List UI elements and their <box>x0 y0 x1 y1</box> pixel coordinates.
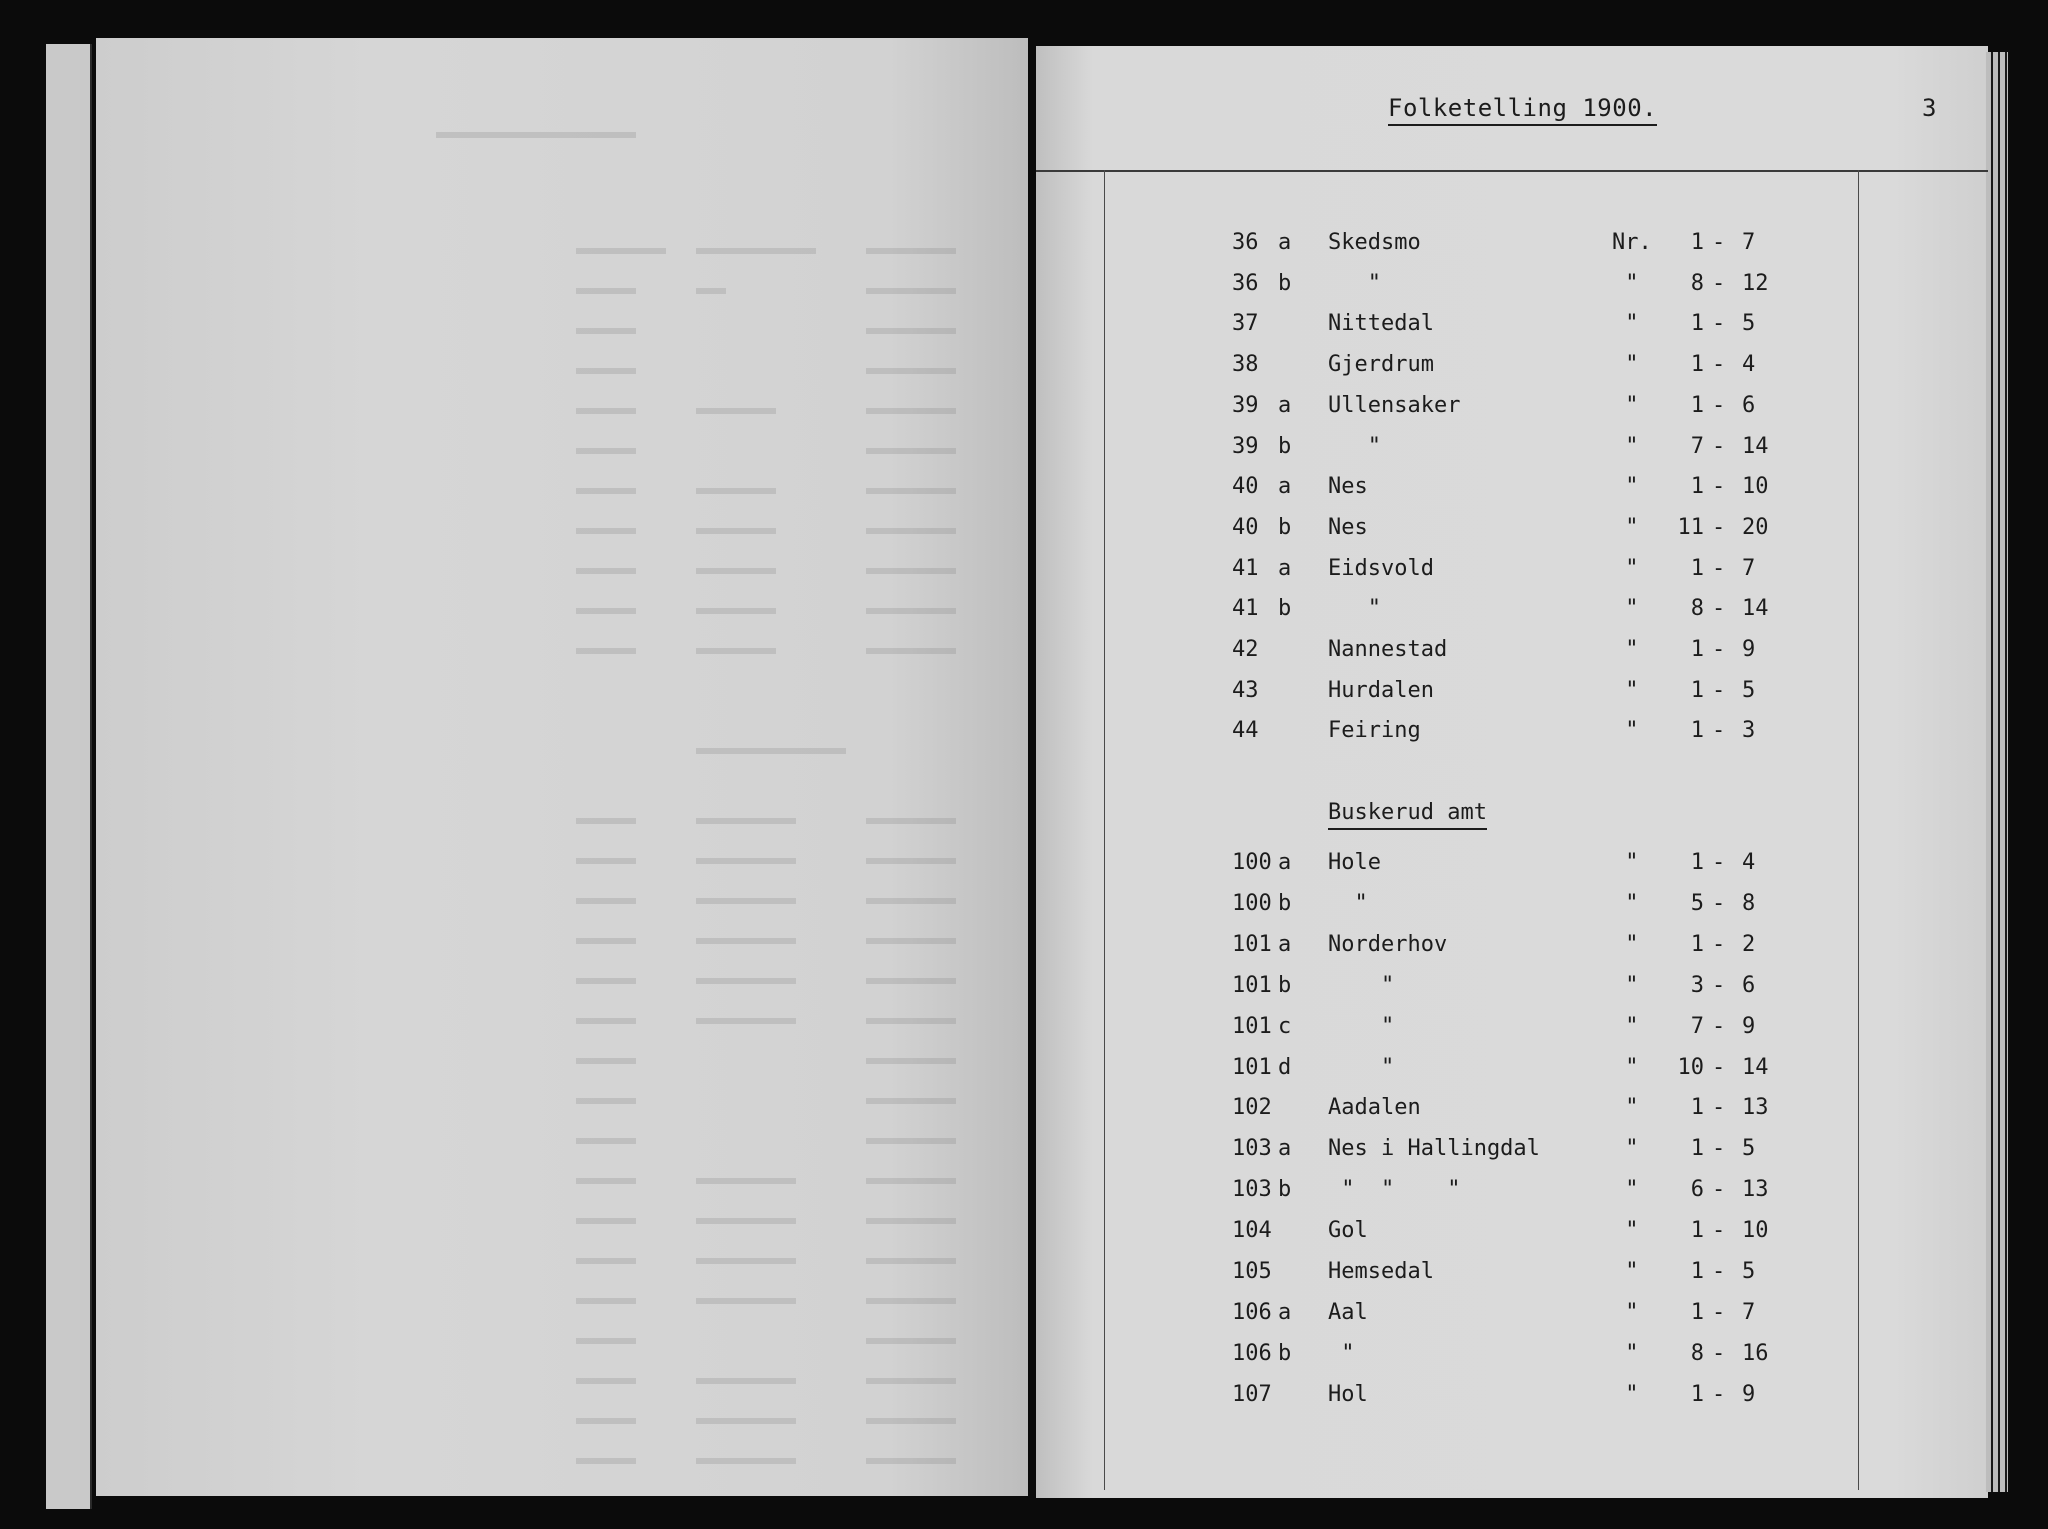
entry-range-from: 1 <box>1690 1095 1704 1121</box>
range-dash: - <box>1712 433 1726 459</box>
entry-number: 40 <box>1232 514 1259 540</box>
entry-place-name: Hemsedal <box>1328 1259 1434 1284</box>
entry-range-from: 8 <box>1690 596 1704 622</box>
entry-place-name: Ullensaker <box>1328 392 1461 418</box>
entry-range-to: 14 <box>1742 596 1769 622</box>
list-item <box>0 1173 2048 1207</box>
section-heading: Buskerud amt <box>1328 798 1487 830</box>
entry-sub-letter: a <box>1278 1136 1292 1162</box>
list-item <box>0 470 2048 504</box>
entry-sub-letter: b <box>1278 1177 1292 1203</box>
entry-range-to: 7 <box>1742 230 1756 255</box>
entry-range-from: 1 <box>1690 718 1704 744</box>
range-dash: - <box>1712 1095 1726 1121</box>
entry-range-to: 14 <box>1742 433 1769 459</box>
entry-number: 106 <box>1232 1299 1272 1325</box>
entry-sub-letter: d <box>1278 1054 1292 1080</box>
entry-sub-letter: a <box>1278 230 1292 255</box>
entry-number: 38 <box>1232 352 1259 378</box>
entry-place-name: " <box>1328 270 1381 296</box>
entry-number: 39 <box>1232 433 1259 459</box>
entry-nr-prefix: " <box>1612 1054 1639 1080</box>
entry-place-name: Aadalen <box>1328 1095 1421 1121</box>
entry-sub-letter: b <box>1278 890 1292 916</box>
entry-nr-prefix: " <box>1612 1299 1639 1325</box>
entry-range-from: 1 <box>1690 1299 1704 1325</box>
entry-range-from: 1 <box>1690 677 1704 703</box>
entry-number: 101 <box>1232 931 1272 957</box>
range-dash: - <box>1712 514 1726 540</box>
entry-range-to: 14 <box>1742 1054 1769 1080</box>
entry-nr-prefix: " <box>1612 392 1639 418</box>
list-item <box>0 674 2048 708</box>
entry-number: 44 <box>1232 718 1259 744</box>
list-item <box>0 969 2048 1003</box>
list-item <box>0 846 2048 880</box>
range-dash: - <box>1712 392 1726 418</box>
entry-number: 41 <box>1232 596 1259 622</box>
entry-nr-prefix: " <box>1612 433 1639 459</box>
range-dash: - <box>1712 637 1726 662</box>
entry-nr-prefix: " <box>1612 637 1639 662</box>
entry-sub-letter: c <box>1278 1013 1292 1039</box>
range-dash: - <box>1712 972 1726 998</box>
range-dash: - <box>1712 596 1726 622</box>
entry-number: 100 <box>1232 890 1272 916</box>
entry-range-from: 8 <box>1690 270 1704 296</box>
entry-range-from: 1 <box>1690 352 1704 378</box>
entry-place-name: Nittedal <box>1328 311 1434 337</box>
entry-nr-prefix: " <box>1612 1259 1639 1284</box>
entry-range-from: 6 <box>1690 1177 1704 1203</box>
entry-place-name: Gol <box>1328 1218 1368 1244</box>
range-dash: - <box>1712 931 1726 957</box>
entry-nr-prefix: " <box>1612 352 1639 378</box>
entry-nr-prefix: " <box>1612 1013 1639 1039</box>
entry-sub-letter: b <box>1278 596 1292 622</box>
entry-range-to: 20 <box>1742 514 1769 540</box>
entry-nr-prefix: " <box>1612 972 1639 998</box>
entry-range-from: 10 <box>1677 1054 1704 1080</box>
entry-number: 101 <box>1232 1013 1272 1039</box>
entry-nr-prefix: " <box>1612 474 1639 500</box>
entry-sub-letter: a <box>1278 555 1292 581</box>
entry-range-to: 9 <box>1742 1013 1756 1039</box>
entry-number: 40 <box>1232 474 1259 500</box>
entry-nr-prefix: " <box>1612 718 1639 744</box>
range-dash: - <box>1712 1218 1726 1244</box>
entry-place-name: Skedsmo <box>1328 230 1421 255</box>
entry-number: 104 <box>1232 1218 1272 1244</box>
entry-place-name: Feiring <box>1328 718 1421 744</box>
page-edge <box>80 44 92 1509</box>
entry-nr-prefix: " <box>1612 1136 1639 1162</box>
entry-number: 101 <box>1232 972 1272 998</box>
range-dash: - <box>1712 555 1726 581</box>
list-item <box>0 267 2048 301</box>
entry-range-from: 1 <box>1690 931 1704 957</box>
entry-nr-prefix: " <box>1612 1381 1639 1407</box>
entry-nr-prefix: " <box>1612 1095 1639 1121</box>
entry-number: 43 <box>1232 677 1259 703</box>
entry-nr-prefix: " <box>1612 850 1639 875</box>
entry-range-to: 5 <box>1742 1136 1756 1162</box>
entry-sub-letter: a <box>1278 850 1292 875</box>
entry-sub-letter: a <box>1278 931 1292 957</box>
range-dash: - <box>1712 270 1726 296</box>
entry-number: 103 <box>1232 1136 1272 1162</box>
entry-nr-prefix: " <box>1612 596 1639 622</box>
entry-range-to: 6 <box>1742 972 1756 998</box>
entry-number: 36 <box>1232 230 1259 255</box>
list-item <box>0 1051 2048 1085</box>
entry-sub-letter: b <box>1278 433 1292 459</box>
entry-range-from: 1 <box>1690 1136 1704 1162</box>
list-item <box>0 1337 2048 1371</box>
entry-number: 41 <box>1232 555 1259 581</box>
entry-place-name: Nes i Hallingdal <box>1328 1136 1540 1162</box>
entry-place-name: " <box>1328 1340 1355 1366</box>
entry-range-to: 6 <box>1742 392 1756 418</box>
entry-nr-prefix: " <box>1612 677 1639 703</box>
entry-range-to: 5 <box>1742 677 1756 703</box>
list-item <box>0 1091 2048 1125</box>
list-item <box>0 1214 2048 1248</box>
entry-range-to: 2 <box>1742 931 1756 957</box>
entry-place-name: Norderhov <box>1328 931 1448 957</box>
list-item <box>0 430 2048 464</box>
entry-place-name: Nes <box>1328 514 1368 540</box>
entry-place-name: Gjerdrum <box>1328 352 1434 378</box>
entry-range-to: 10 <box>1742 474 1769 500</box>
entry-place-name: " <box>1328 596 1381 622</box>
header-rule <box>1036 170 1988 172</box>
range-dash: - <box>1712 1177 1726 1203</box>
entry-range-to: 7 <box>1742 1299 1756 1325</box>
entry-number: 39 <box>1232 392 1259 418</box>
entry-number: 101 <box>1232 1054 1272 1080</box>
entry-range-to: 13 <box>1742 1095 1769 1121</box>
entry-range-to: 12 <box>1742 270 1769 296</box>
entry-nr-prefix: " <box>1612 1218 1639 1244</box>
range-dash: - <box>1712 718 1726 744</box>
entry-number: 107 <box>1232 1381 1272 1407</box>
entry-place-name: " <box>1328 433 1381 459</box>
entry-range-from: 1 <box>1690 1218 1704 1244</box>
entry-nr-prefix: " <box>1612 514 1639 540</box>
entry-range-from: 3 <box>1690 972 1704 998</box>
entry-range-from: 1 <box>1690 311 1704 337</box>
list-item <box>0 928 2048 962</box>
entry-range-from: 5 <box>1690 890 1704 916</box>
list-item <box>0 552 2048 586</box>
list-item <box>0 307 2048 341</box>
entry-range-from: 1 <box>1690 1381 1704 1407</box>
entry-range-from: 1 <box>1690 230 1704 255</box>
page-title: Folketelling 1900. <box>1388 94 1657 126</box>
entry-number: 100 <box>1232 850 1272 875</box>
page-number: 3 <box>1922 94 1937 122</box>
entry-range-to: 16 <box>1742 1340 1769 1366</box>
entry-range-from: 1 <box>1690 392 1704 418</box>
entry-place-name: " <box>1328 890 1368 916</box>
entry-range-to: 8 <box>1742 890 1756 916</box>
entry-range-from: 1 <box>1690 1259 1704 1284</box>
entry-sub-letter: b <box>1278 972 1292 998</box>
list-item <box>0 1296 2048 1330</box>
entry-place-name: Aal <box>1328 1299 1368 1325</box>
entry-place-name: Hole <box>1328 850 1381 875</box>
entry-range-from: 1 <box>1690 555 1704 581</box>
entry-place-name: " <box>1328 1013 1395 1039</box>
entry-place-name: Hol <box>1328 1381 1368 1407</box>
entry-range-to: 3 <box>1742 718 1756 744</box>
list-item <box>0 511 2048 545</box>
entry-nr-prefix: Nr. <box>1612 230 1652 255</box>
entry-nr-prefix: " <box>1612 1177 1639 1203</box>
range-dash: - <box>1712 1340 1726 1366</box>
list-item <box>0 348 2048 382</box>
list-item <box>0 714 2048 748</box>
list-item <box>0 633 2048 667</box>
range-dash: - <box>1712 1136 1726 1162</box>
entry-place-name: Hurdalen <box>1328 677 1434 703</box>
entry-nr-prefix: " <box>1612 270 1639 296</box>
entry-place-name: Nannestad <box>1328 637 1448 662</box>
entry-range-to: 13 <box>1742 1177 1769 1203</box>
entry-sub-letter: a <box>1278 474 1292 500</box>
entry-place-name: Nes <box>1328 474 1368 500</box>
entry-number: 36 <box>1232 270 1259 296</box>
entry-range-from: 1 <box>1690 637 1704 662</box>
entry-number: 42 <box>1232 637 1259 662</box>
entry-place-name: " " " <box>1328 1177 1461 1203</box>
range-dash: - <box>1712 890 1726 916</box>
entry-range-from: 1 <box>1690 850 1704 875</box>
list-item <box>0 1010 2048 1044</box>
list-item <box>0 592 2048 626</box>
range-dash: - <box>1712 230 1726 255</box>
entry-place-name: " <box>1328 972 1395 998</box>
entry-range-to: 9 <box>1742 637 1756 662</box>
entry-nr-prefix: " <box>1612 1340 1639 1366</box>
entry-nr-prefix: " <box>1612 311 1639 337</box>
entry-sub-letter: b <box>1278 270 1292 296</box>
list-item <box>0 887 2048 921</box>
list-item <box>0 226 2048 260</box>
entry-number: 105 <box>1232 1259 1272 1284</box>
range-dash: - <box>1712 850 1726 875</box>
entry-range-from: 7 <box>1690 1013 1704 1039</box>
range-dash: - <box>1712 1013 1726 1039</box>
entry-range-to: 7 <box>1742 555 1756 581</box>
range-dash: - <box>1712 311 1726 337</box>
range-dash: - <box>1712 474 1726 500</box>
list-item <box>0 1132 2048 1166</box>
entry-range-to: 9 <box>1742 1381 1756 1407</box>
entry-range-to: 10 <box>1742 1218 1769 1244</box>
entry-nr-prefix: " <box>1612 555 1639 581</box>
entry-range-to: 4 <box>1742 850 1756 875</box>
entry-range-from: 11 <box>1677 514 1704 540</box>
entry-number: 37 <box>1232 311 1259 337</box>
entry-number: 106 <box>1232 1340 1272 1366</box>
entry-nr-prefix: " <box>1612 890 1639 916</box>
entry-sub-letter: b <box>1278 1340 1292 1366</box>
entry-range-to: 5 <box>1742 1259 1756 1284</box>
entry-range-to: 4 <box>1742 352 1756 378</box>
range-dash: - <box>1712 1259 1726 1284</box>
entry-number: 102 <box>1232 1095 1272 1121</box>
range-dash: - <box>1712 1381 1726 1407</box>
entry-range-from: 1 <box>1690 474 1704 500</box>
entry-place-name: " <box>1328 1054 1395 1080</box>
range-dash: - <box>1712 352 1726 378</box>
entry-number: 103 <box>1232 1177 1272 1203</box>
range-dash: - <box>1712 677 1726 703</box>
entry-range-from: 8 <box>1690 1340 1704 1366</box>
entry-nr-prefix: " <box>1612 931 1639 957</box>
entry-sub-letter: a <box>1278 392 1292 418</box>
list-item <box>0 389 2048 423</box>
entry-range-from: 7 <box>1690 433 1704 459</box>
list-item <box>0 1255 2048 1289</box>
entry-sub-letter: b <box>1278 514 1292 540</box>
range-dash: - <box>1712 1054 1726 1080</box>
entry-place-name: Eidsvold <box>1328 555 1434 581</box>
entry-range-to: 5 <box>1742 311 1756 337</box>
range-dash: - <box>1712 1299 1726 1325</box>
entry-sub-letter: a <box>1278 1299 1292 1325</box>
list-item <box>0 1378 2048 1412</box>
